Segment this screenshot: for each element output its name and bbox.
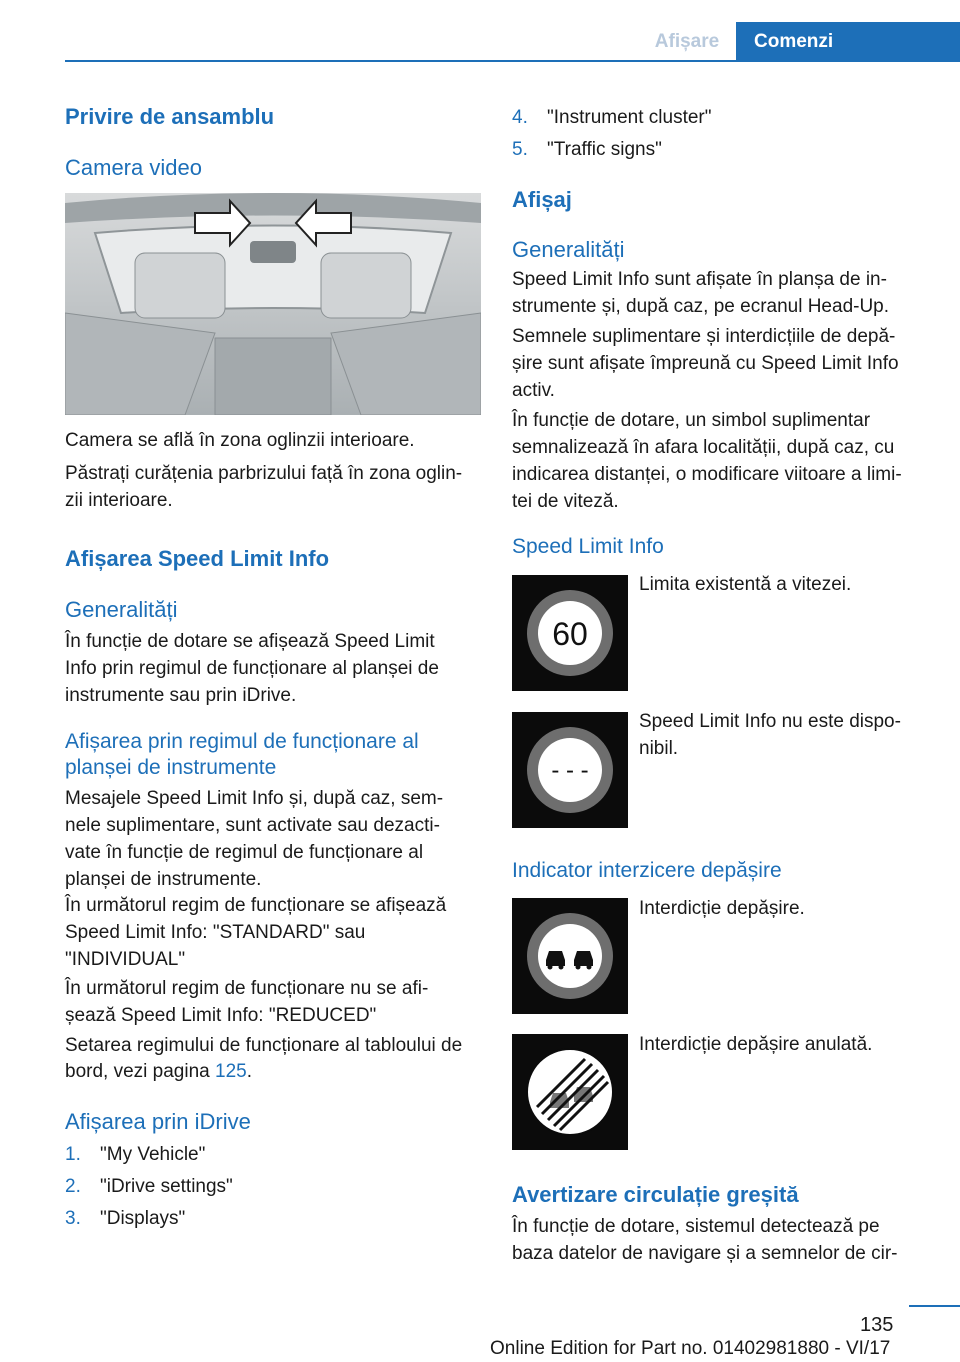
- mode-p4-line-1: Setarea regimului de funcționare al tabloului de: [65, 1035, 463, 1056]
- list-text: "Traffic signs": [547, 139, 662, 160]
- no-overtaking-sign: [512, 898, 628, 1014]
- list-item: [65, 1141, 465, 1168]
- mode-heading-line-1: Afișarea prin regimul de funcționare al: [65, 730, 419, 753]
- sign3-text: Interdicție depășire.: [639, 898, 805, 919]
- mode-p4-period: .: [246, 1061, 252, 1082]
- list-item: [512, 104, 912, 131]
- list-number: 3.: [65, 1208, 81, 1229]
- list-text: "Instrument cluster": [547, 107, 712, 128]
- mode-p2-line-3: "INDIVIDUAL": [65, 949, 186, 970]
- mode-p4-line-2: [65, 1058, 252, 1085]
- camera-paragraph-2-line-2: zii interioare.: [65, 490, 173, 511]
- sign2-text-line-1: Speed Limit Info nu este dispo-: [639, 711, 901, 732]
- camera-photo: [65, 193, 481, 415]
- general-line-2: Info prin regimul de funcționare al planșei de: [65, 658, 439, 679]
- display-heading: Afișaj: [512, 187, 572, 212]
- tab-display[interactable]: Afișare: [654, 31, 720, 52]
- list-number: 4.: [512, 107, 528, 128]
- list-item: [512, 136, 912, 163]
- car-interior-image: [65, 193, 481, 415]
- g-p2-line-3: activ.: [512, 380, 555, 401]
- tab-controls[interactable]: Comenzi: [736, 22, 960, 62]
- sign-value: - - -: [551, 757, 589, 784]
- g-p2-line-2: șire sunt afișate împreună cu Speed Limit Info: [512, 353, 899, 374]
- sign2-text-line-2: nibil.: [639, 738, 679, 759]
- page-link[interactable]: 125: [215, 1061, 247, 1082]
- mode-p3-line-1: În următorul regim de funcționare nu se afi-: [65, 978, 429, 999]
- g-p2-line-1: Semnele suplimentare și interdicțiile de depă-: [512, 326, 896, 347]
- end-no-overtaking-icon: [512, 1034, 628, 1150]
- general-heading: Generalități: [65, 597, 178, 622]
- wrongway-heading: Avertizare circulație greșită: [512, 1182, 799, 1207]
- list-number: 1.: [65, 1144, 81, 1165]
- list-number: 2.: [65, 1176, 81, 1197]
- sli-heading: Afișarea Speed Limit Info: [65, 546, 330, 571]
- g-p3-line-2: semnalizează în afara localității, după caz, cu: [512, 437, 895, 458]
- camera-paragraph-1: Camera se află în zona oglinzii interioare.: [65, 430, 415, 451]
- mode-p1-line-1: Mesajele Speed Limit Info și, după caz, sem-: [65, 788, 444, 809]
- sign-value: 60: [552, 616, 588, 652]
- page-number: 135: [860, 1314, 894, 1336]
- end-no-overtaking-sign: [512, 1034, 628, 1150]
- speed-limit-60-icon: [512, 575, 628, 691]
- speed-limit-sign: [512, 575, 628, 691]
- mode-p1-line-2: nele suplimentare, sunt activate sau dezacti-: [65, 815, 440, 836]
- ww-line-1: În funcție de dotare, sistemul detectează pe: [512, 1216, 880, 1237]
- speed-limit-unavailable-icon: [512, 712, 628, 828]
- list-text: "Displays": [100, 1208, 186, 1229]
- idrive-heading: Afișarea prin iDrive: [65, 1109, 251, 1134]
- g-p3-line-3: indicarea distanței, o modificare viitoare a limi-: [512, 464, 902, 485]
- list-number: 5.: [512, 139, 528, 160]
- camera-heading: Camera video: [65, 155, 202, 180]
- mode-p4-text: bord, vezi pagina: [65, 1061, 215, 1082]
- overtake-heading: Indicator interzicere depășire: [512, 859, 782, 882]
- sign4-text: Interdicție depășire anulată.: [639, 1034, 873, 1055]
- mode-p1-line-3: vate în funcție de regimul de funcționare al: [65, 842, 424, 863]
- ww-line-2: baza datelor de navigare și a semnelor de cir-: [512, 1243, 898, 1264]
- general-line-1: În funcție de dotare se afișează Speed Limit: [65, 631, 435, 652]
- g-p3-line-1: În funcție de dotare, un simbol suplimentar: [512, 410, 871, 431]
- no-overtaking-icon: [512, 898, 628, 1014]
- header-divider: [65, 60, 960, 62]
- right-general-heading: Generalități: [512, 237, 625, 262]
- camera-paragraph-2-line-1: Păstrați curățenia parbrizului față în zona oglin-: [65, 463, 463, 484]
- mode-p3-line-2: șează Speed Limit Info: "REDUCED": [65, 1005, 377, 1026]
- mode-p2-line-2: Speed Limit Info: "STANDARD" sau: [65, 922, 366, 943]
- mode-p2-line-1: În următorul regim de funcționare se afișează: [65, 895, 447, 916]
- list-text: "My Vehicle": [100, 1144, 206, 1165]
- g-p1-line-1: Speed Limit Info sunt afișate în planșa de in-: [512, 269, 887, 290]
- list-item: [65, 1173, 465, 1200]
- g-p1-line-2: strumente și, după caz, pe ecranul Head-Up.: [512, 296, 890, 317]
- general-line-3: instrumente sau prin iDrive.: [65, 685, 297, 706]
- sign1-text: Limita existentă a vitezei.: [639, 574, 852, 595]
- footer-divider: [909, 1305, 960, 1307]
- mode-p1-line-4: planșei de instrumente.: [65, 869, 262, 890]
- overview-heading: Privire de ansamblu: [65, 104, 275, 129]
- g-p3-line-4: tei de viteză.: [512, 491, 619, 512]
- speed-limit-na-sign: [512, 712, 628, 828]
- list-item: [65, 1205, 465, 1232]
- list-text: "iDrive settings": [100, 1176, 233, 1197]
- edition-text: Online Edition for Part no. 01402981880 - VI/17: [490, 1338, 891, 1359]
- mode-heading-line-2: planșei de instrumente: [65, 756, 277, 779]
- right-sli-heading: Speed Limit Info: [512, 535, 664, 558]
